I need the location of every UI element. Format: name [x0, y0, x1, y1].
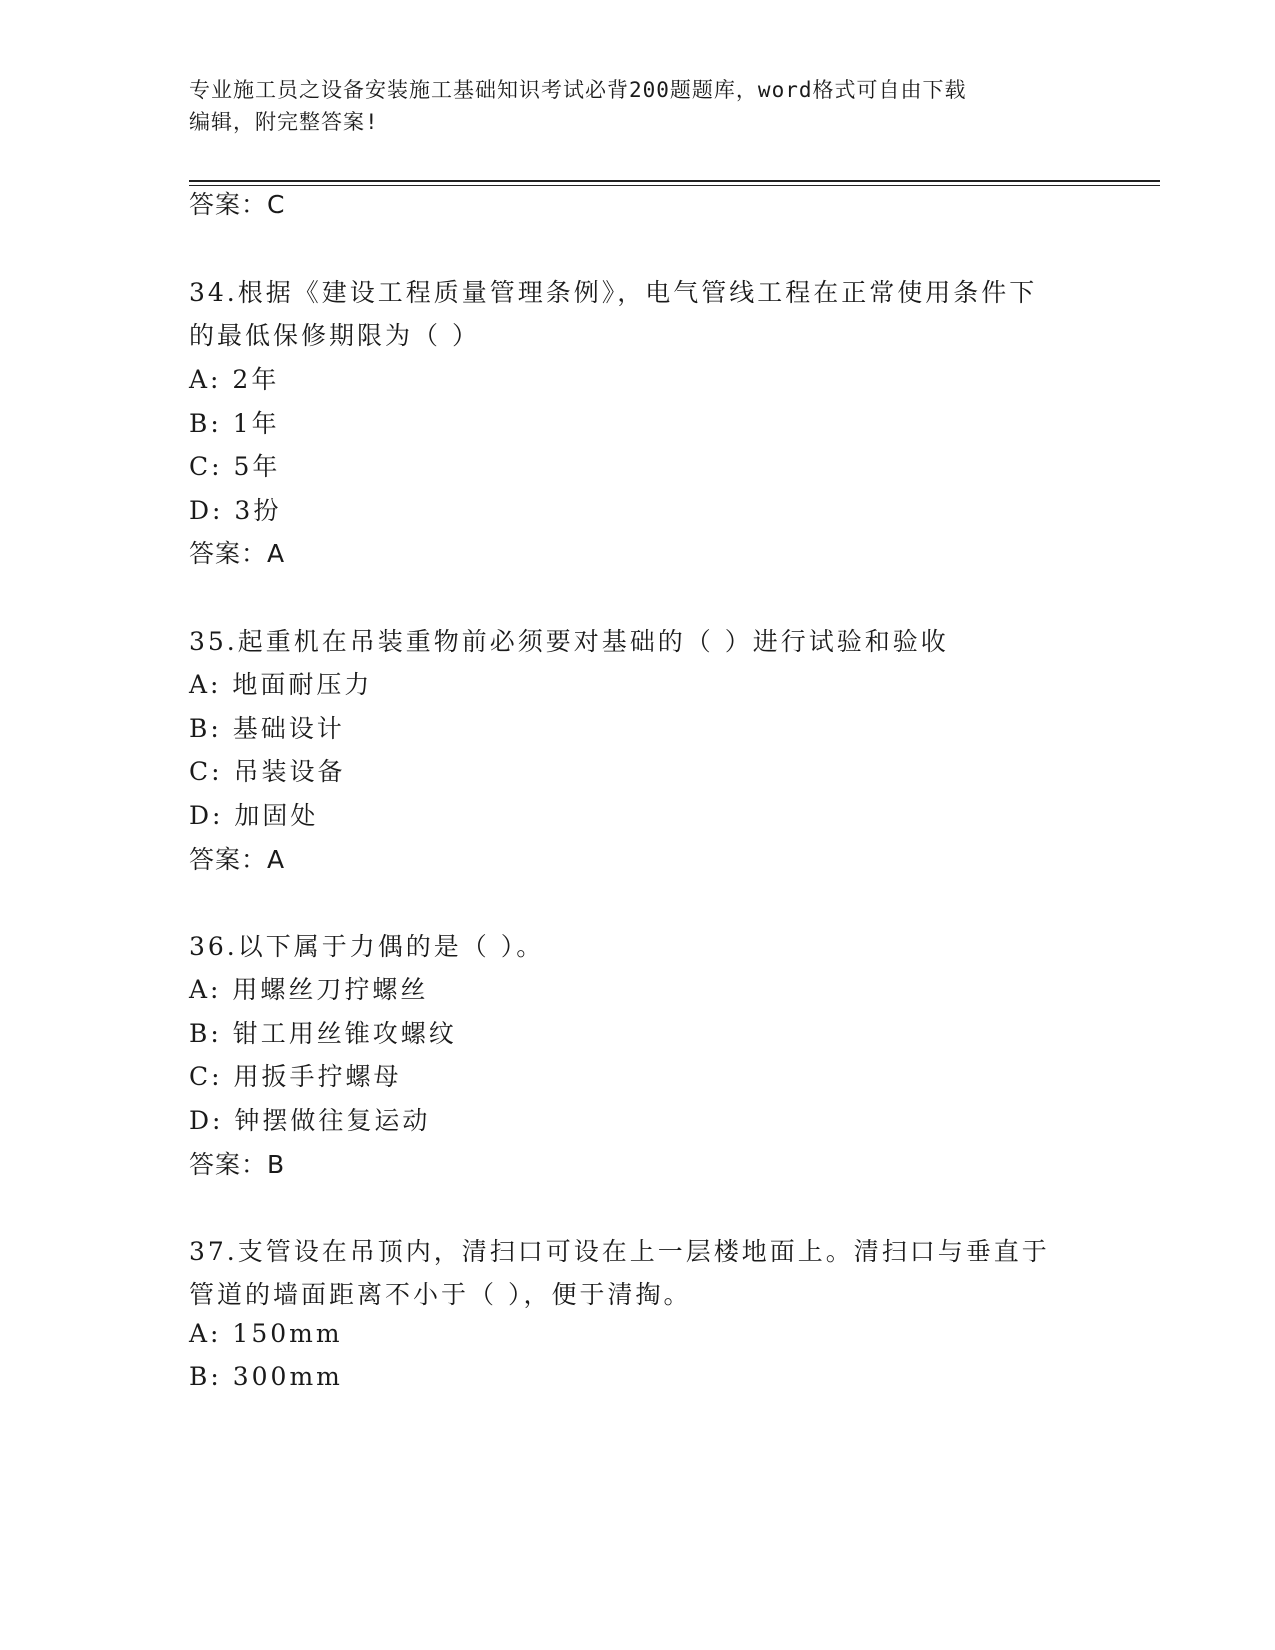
header-divider-thick	[189, 180, 1160, 182]
question-34-stem-line-2: 的最低保修期限为（ ）	[189, 321, 480, 350]
question-36-option-c: C: 用扳手拧螺母	[189, 1062, 402, 1091]
header-line-2: 编辑，附完整答案!	[189, 110, 379, 134]
header-line-1: 专业施工员之设备安装施工基础知识考试必背200题题库，word格式可自由下载	[189, 78, 967, 102]
page-header	[189, 74, 1089, 138]
question-35-option-a: A: 地面耐压力	[189, 670, 373, 699]
question-36-stem: 36.以下属于力偶的是（ ）。	[189, 932, 545, 961]
question-35-option-c: C: 吊装设备	[189, 757, 346, 786]
question-34-option-a: A: 2年	[189, 365, 280, 394]
question-37-option-a: A: 150mm	[189, 1319, 343, 1348]
previous-answer: 答案：C	[189, 190, 286, 219]
question-34-option-b: B: 1年	[189, 409, 280, 438]
question-36-option-b: B: 钳工用丝锥攻螺纹	[189, 1019, 457, 1048]
question-34-stem-line-1: 34.根据《建设工程质量管理条例》，电气管线工程在正常使用条件下	[189, 278, 1038, 307]
question-35-answer: 答案：A	[189, 845, 286, 874]
question-36-option-d: D: 钟摆做往复运动	[189, 1106, 431, 1135]
question-34-option-d: D: 3扮	[189, 496, 282, 525]
question-35-stem: 35.起重机在吊装重物前必须要对基础的（ ）进行试验和验收	[189, 627, 949, 656]
question-34-option-c: C: 5年	[189, 452, 281, 481]
question-34-answer: 答案：A	[189, 539, 286, 568]
question-35-option-b: B: 基础设计	[189, 714, 345, 743]
question-36-answer: 答案：B	[189, 1150, 286, 1179]
question-37-stem-line-2: 管道的墙面距离不小于（ ），便于清掏。	[189, 1280, 692, 1309]
question-36-option-a: A: 用螺丝刀拧螺丝	[189, 975, 429, 1004]
question-37-option-b: B: 300mm	[189, 1362, 343, 1391]
question-35-option-d: D: 加固处	[189, 801, 319, 830]
question-37-stem-line-1: 37.支管设在吊顶内，清扫口可设在上一层楼地面上。清扫口与垂直于	[189, 1237, 1050, 1266]
header-divider-thin	[189, 185, 1160, 186]
